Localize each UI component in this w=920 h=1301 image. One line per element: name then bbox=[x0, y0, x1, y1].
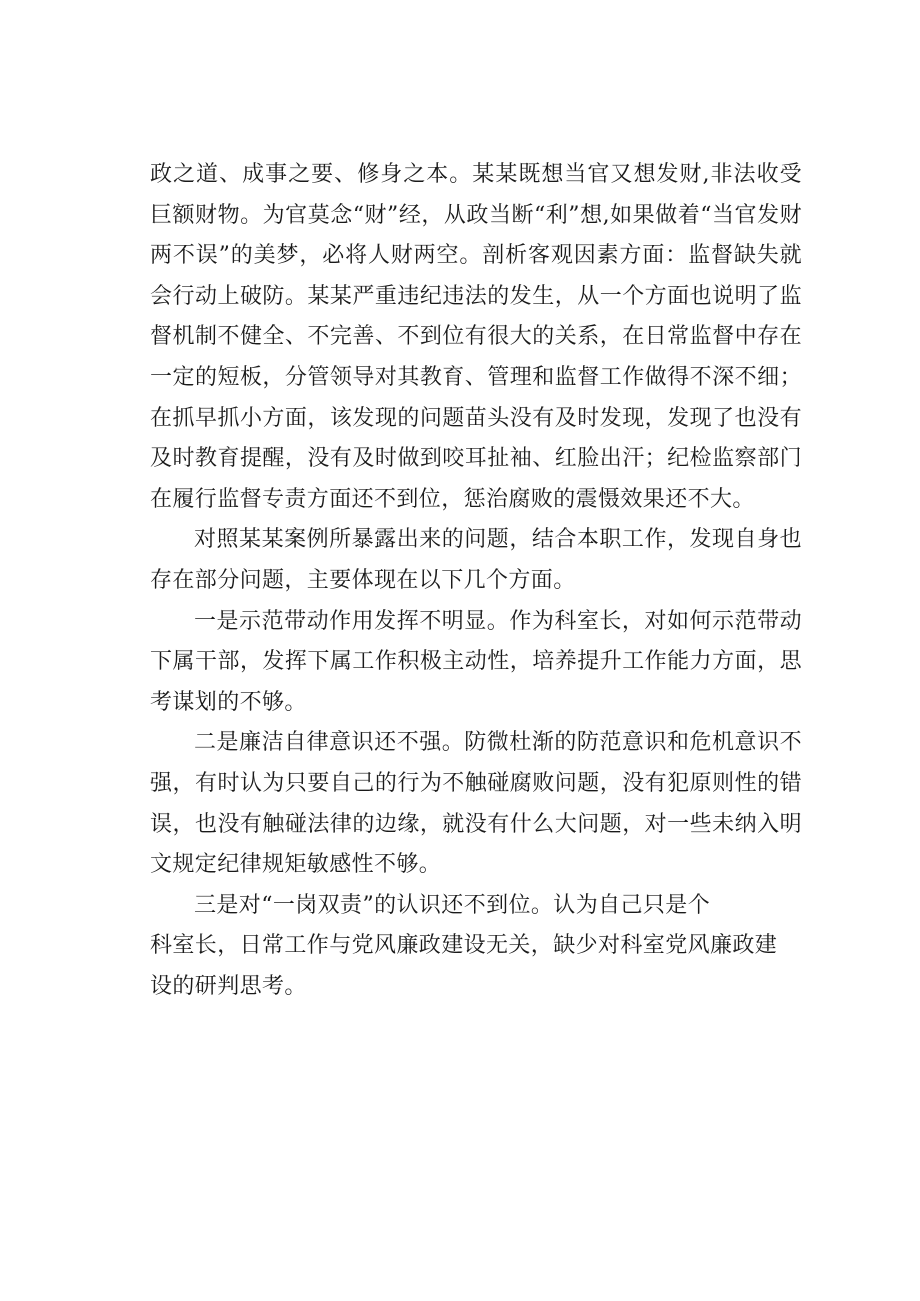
paragraph-point-three-line: 三是对“一岗双责”的认识还不到位。认为自己只是个 bbox=[194, 892, 711, 918]
paragraph-point-three-line: 设的研判思考。 bbox=[150, 973, 307, 999]
paragraph-point-three bbox=[150, 886, 802, 1008]
paragraph-point-two: 二是廉洁自律意识还不强。防微杜渐的防范意识和危机意识不强，有时认为只要自己的行为不触碰腐败问题，没有犯原则性的错误，也没有触碰法律的边缘，就没有什么大问题，对一些未纳入明文规定纪律规矩敏感性不够。 bbox=[150, 730, 802, 878]
paragraph-point-one: 一是示范带动作用发挥不明显。作为科室长，对如何示范带动下属干部，发挥下属工作积极主动性，培养提升工作能力方面，思考谋划的不够。 bbox=[150, 608, 802, 715]
document-page bbox=[150, 155, 802, 1007]
paragraph-point-three-line: 科室长，日常工作与党风廉政建设无关，缺少对科室党风廉政建 bbox=[150, 933, 778, 959]
paragraph-analysis: 政之道、成事之要、修身之本。某某既想当官又想发财,非法收受巨额财物。为官莫念“财”经，从政当断“利”想,如果做着“当官发财两不误”的美梦，必将人财两空。剖析客观因素方面：监督缺失就会行动上破防。某某严重违纪违法的发生，从一个方面也说明了监督机制不健全、不完善、不到位有很大的关系，在日常监督中存在一定的短板，分管领导对其教育、管理和监督工作做得不深不细；在抓早抓小方面，该发现的问题苗头没有及时发现，发现了也没有及时教育提醒，没有及时做到咬耳扯袖、红脸出汗；纪检监察部门在履行监督专责方面还不到位，惩治腐败的震慑效果还不大。 bbox=[150, 162, 802, 512]
paragraph-intro: 对照某某案例所暴露出来的问题，结合本职工作，发现自身也存在部分问题，主要体现在以下几个方面。 bbox=[150, 527, 802, 593]
